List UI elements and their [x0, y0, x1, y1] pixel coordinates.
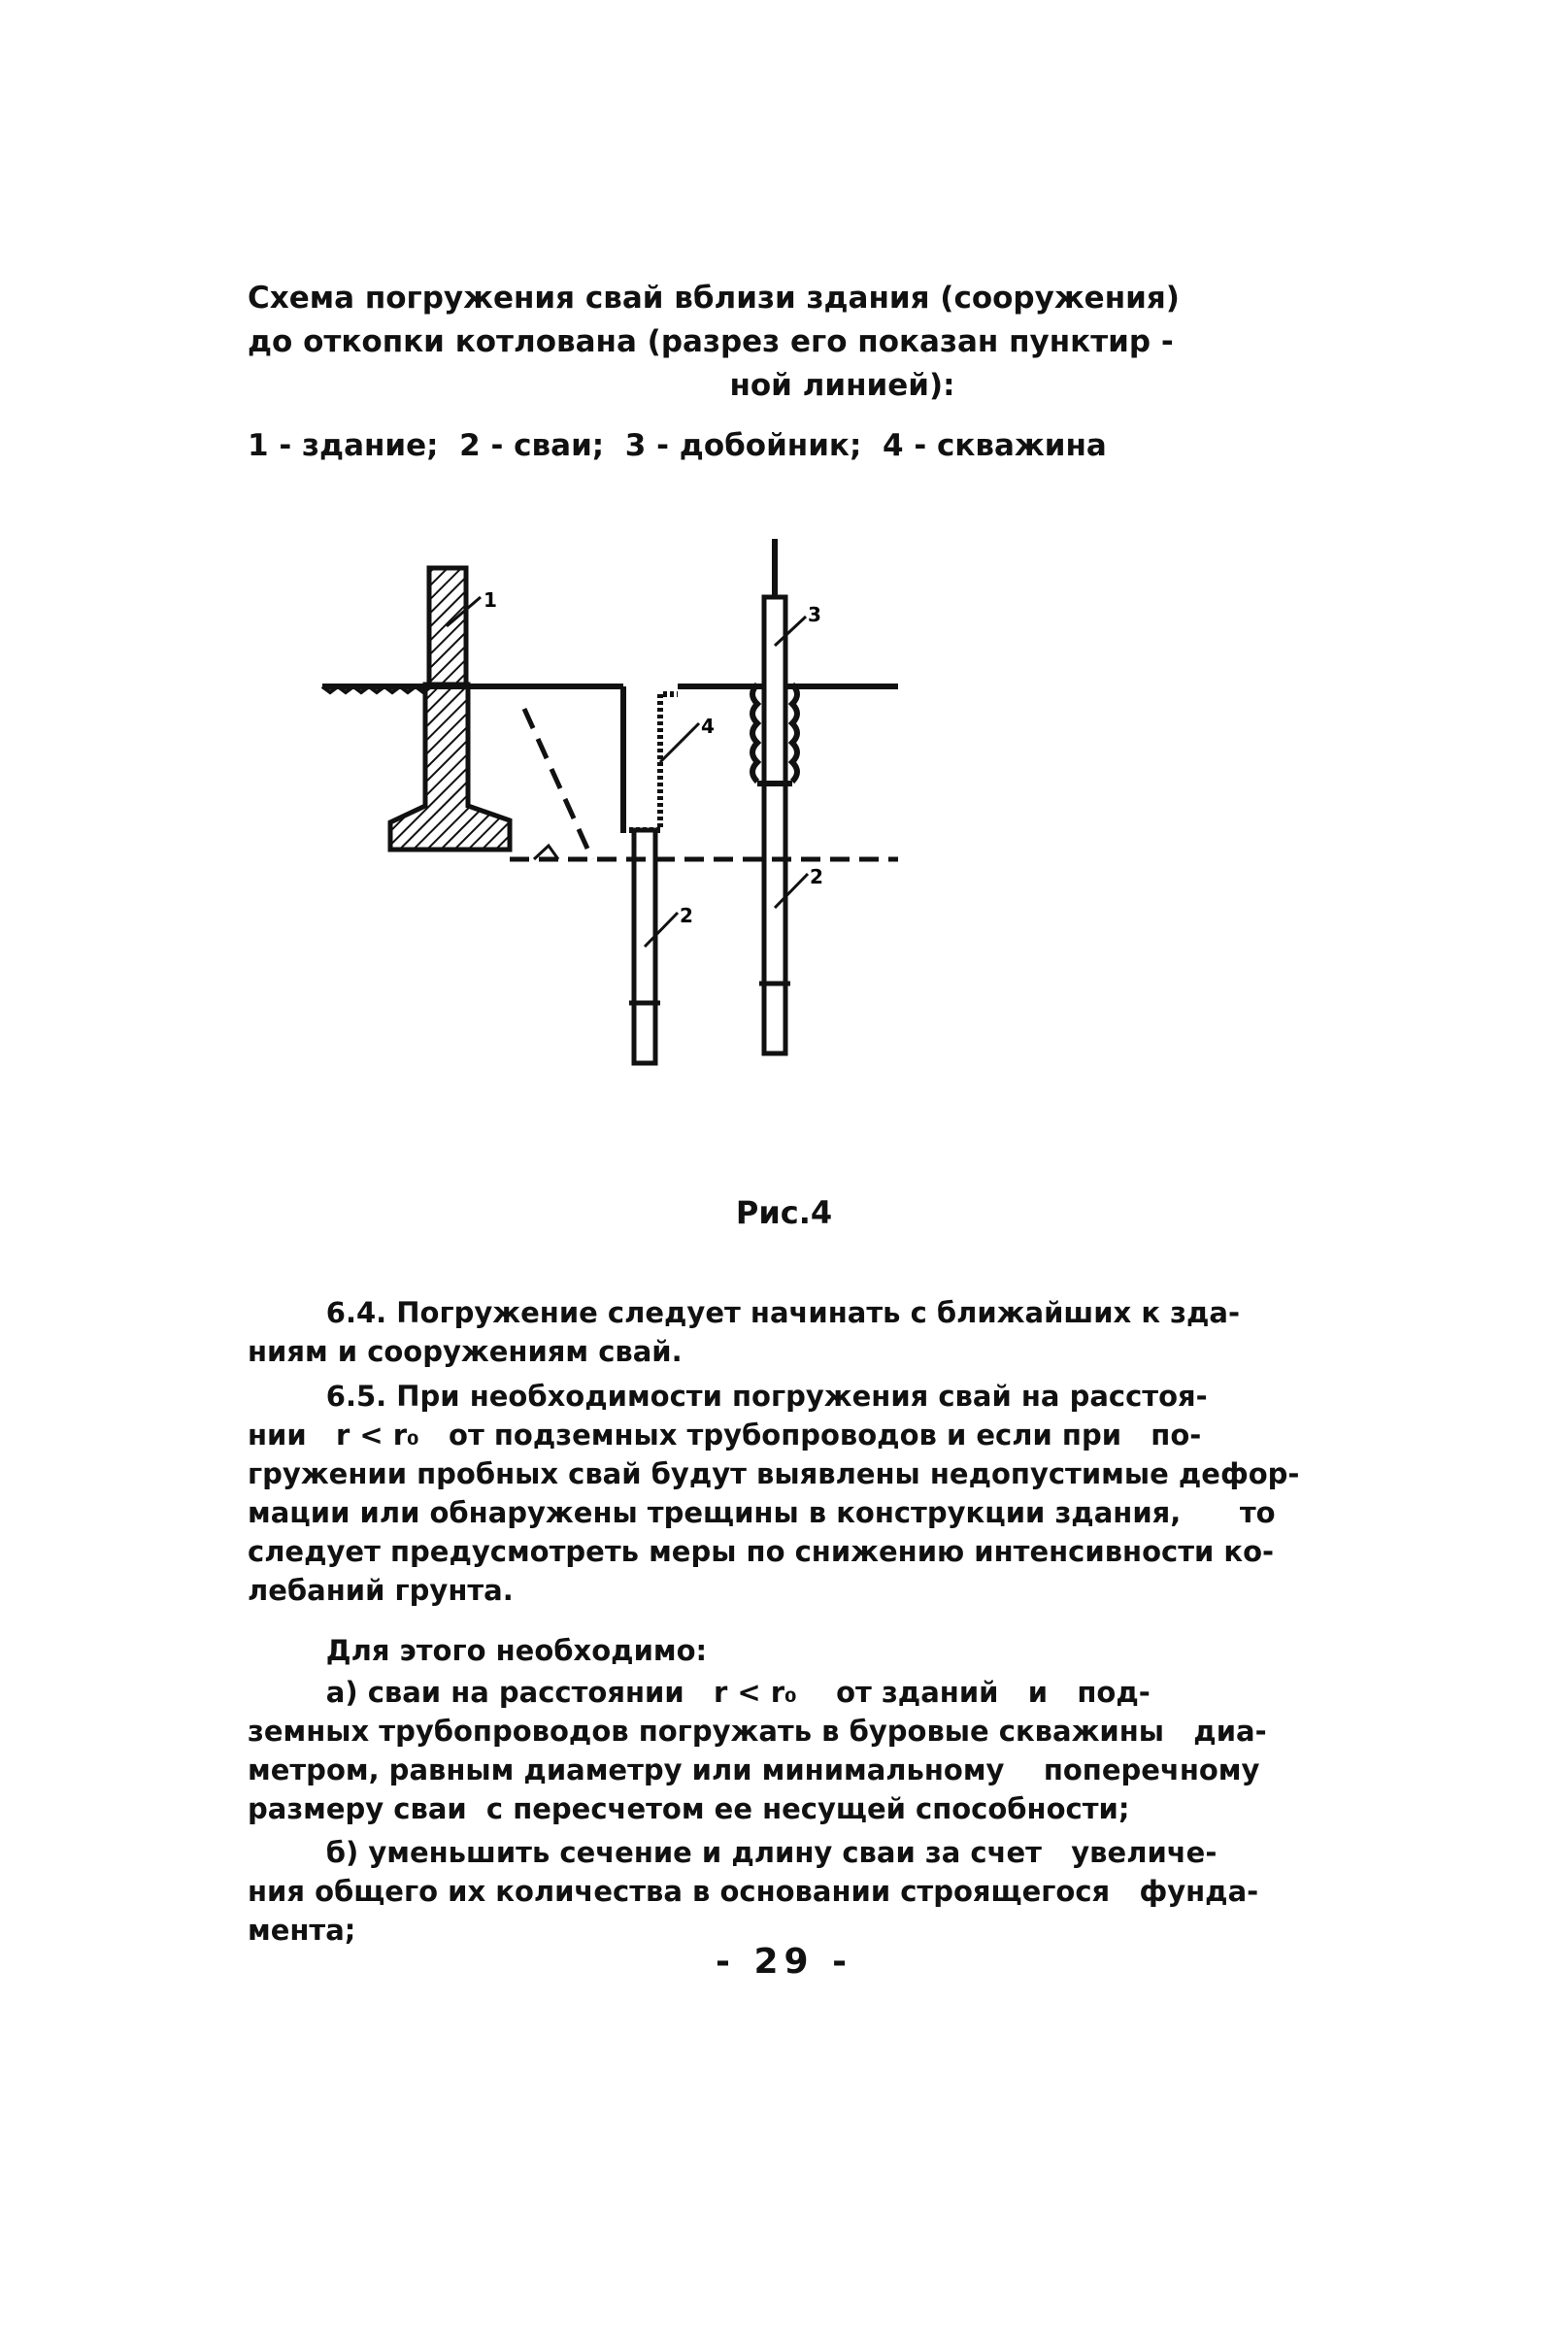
text-line: гружении пробных свай будут выявлены недопустимые дефор- — [248, 1457, 1300, 1490]
ground-surface — [322, 686, 898, 692]
paragraph-requirements-intro — [248, 1631, 1180, 1670]
paragraph-item-a — [248, 1673, 1267, 1828]
pile-right-with-follower — [752, 539, 797, 1053]
paragraph-item-b — [248, 1833, 1259, 1950]
figure-legend: 1 - здание; 2 - сваи; 3 - добойник; 4 - скважина — [248, 428, 1107, 463]
label-building: 1 — [484, 588, 497, 612]
text-line: нии r < r₀ от подземных трубопроводов и если при по- — [248, 1418, 1202, 1452]
text-line: размеру сваи с пересчетом ее несущей способности; — [248, 1792, 1130, 1825]
label-borehole: 4 — [701, 715, 715, 738]
figure-caption-line-3: ной линией): — [729, 368, 955, 403]
text-line: 6.5. При необходимости погружения свай на расстоя- — [248, 1380, 1208, 1413]
text-line: 6.4. Погружение следует начинать с ближайших к зда- — [248, 1296, 1241, 1329]
paragraph-6-4 — [248, 1293, 1241, 1371]
text-line: б) уменьшить сечение и длину сваи за счет увеличе- — [248, 1836, 1218, 1869]
text-line: земных трубопроводов погружать в буровые скважины диа- — [248, 1715, 1267, 1748]
paragraph-6-5 — [248, 1377, 1300, 1610]
borehole — [623, 686, 678, 830]
label-pile-left: 2 — [680, 904, 693, 927]
figure-number: Рис.4 — [735, 1194, 833, 1231]
figure-caption-line-1: Схема погружения свай вблизи здания (сооружения) — [248, 281, 1180, 316]
text-line: следует предусмотреть меры по снижению интенсивности ко- — [248, 1535, 1275, 1568]
text-line: лебаний грунта. — [248, 1574, 514, 1607]
text-line: ния общего их количества в основании строящегося фунда- — [248, 1875, 1259, 1908]
figure-caption-line-2: до откопки котлована (разрез его показан пунктир - — [248, 324, 1174, 359]
pile-driving-diagram — [311, 539, 913, 1083]
text-line: Для этого необходимо: — [248, 1634, 708, 1667]
text-line: ниям и сооружениям свай. — [248, 1335, 683, 1368]
text-line: мации или обнаружены трещины в конструкции здания, то — [248, 1496, 1276, 1529]
text-line: а) сваи на расстоянии r < r₀ от зданий и под- — [248, 1676, 1151, 1709]
label-pile-right: 2 — [810, 865, 823, 888]
page-number: - 29 - — [715, 1942, 853, 1982]
label-follower: 3 — [808, 603, 821, 626]
text-line: метром, равным диаметру или минимальному поперечному — [248, 1753, 1260, 1786]
text-line: мента; — [248, 1914, 356, 1947]
